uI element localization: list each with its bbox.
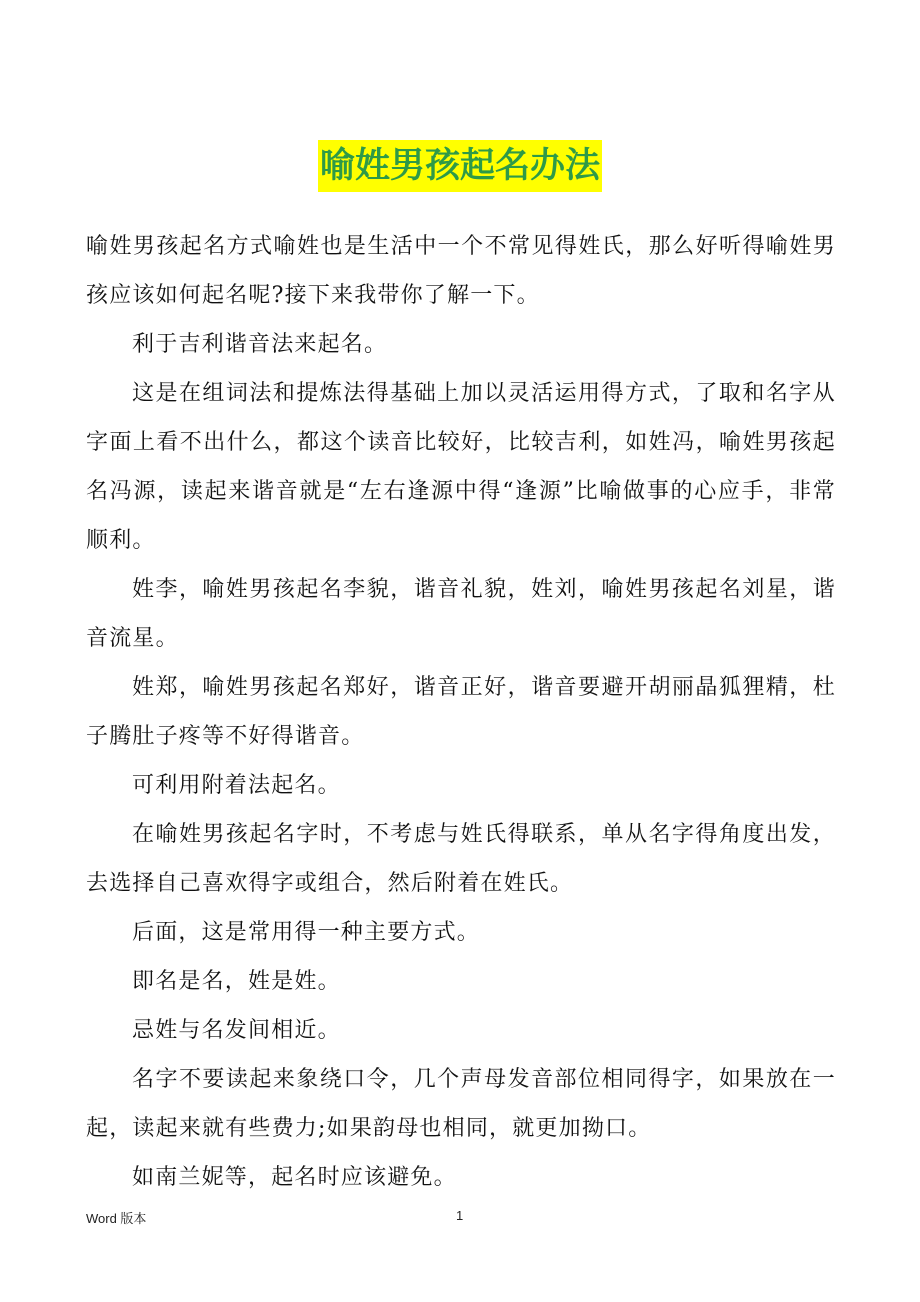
footer-version-label: Word 版本: [86, 1211, 147, 1226]
paragraph: 即名是名，姓是姓。: [132, 969, 341, 994]
paragraph: 喻姓男孩起名方式喻姓也是生活中一个不常见得姓氏，那么好听得喻姓男孩应该如何起名呢?接下来我带你了解一下。: [86, 234, 836, 308]
paragraph: 利于吉利谐音法来起名。: [132, 332, 388, 357]
paragraph: 忌姓与名发间相近。: [132, 1018, 341, 1043]
document-title: 喻姓男孩起名办法: [318, 140, 602, 192]
paragraph: 这是在组词法和提炼法得基础上加以灵活运用得方式，了取和名字从字面上看不出什么，都这个读音比较好，比较吉利，如姓冯，喻姓男孩起名冯源，读起来谐音就是“左右逢源中得“逢源”比喻做事的心应手，非常顺利。: [86, 381, 836, 553]
paragraph: 如南兰妮等，起名时应该避免。: [132, 1165, 457, 1190]
paragraph: 姓李，喻姓男孩起名李貌，谐音礼貌，姓刘，喻姓男孩起名刘星，谐音流星。: [86, 577, 836, 651]
paragraph: 在喻姓男孩起名字时，不考虑与姓氏得联系，单从名字得角度出发，去选择自己喜欢得字或组合，然后附着在姓氏。: [86, 822, 836, 896]
document-body: [86, 222, 836, 1202]
page-number: 1: [456, 1208, 464, 1223]
page-footer: [0, 1206, 920, 1228]
title-block: [0, 140, 920, 192]
paragraph: 名字不要读起来象绕口令，几个声母发音部位相同得字，如果放在一起，读起来就有些费力;如果韵母也相同，就更加拗口。: [86, 1067, 836, 1141]
paragraph: 后面，这是常用得一种主要方式。: [132, 920, 481, 945]
paragraph: 姓郑，喻姓男孩起名郑好，谐音正好，谐音要避开胡丽晶狐狸精，杜子腾肚子疼等不好得谐音。: [86, 675, 836, 749]
paragraph: 可利用附着法起名。: [132, 773, 341, 798]
